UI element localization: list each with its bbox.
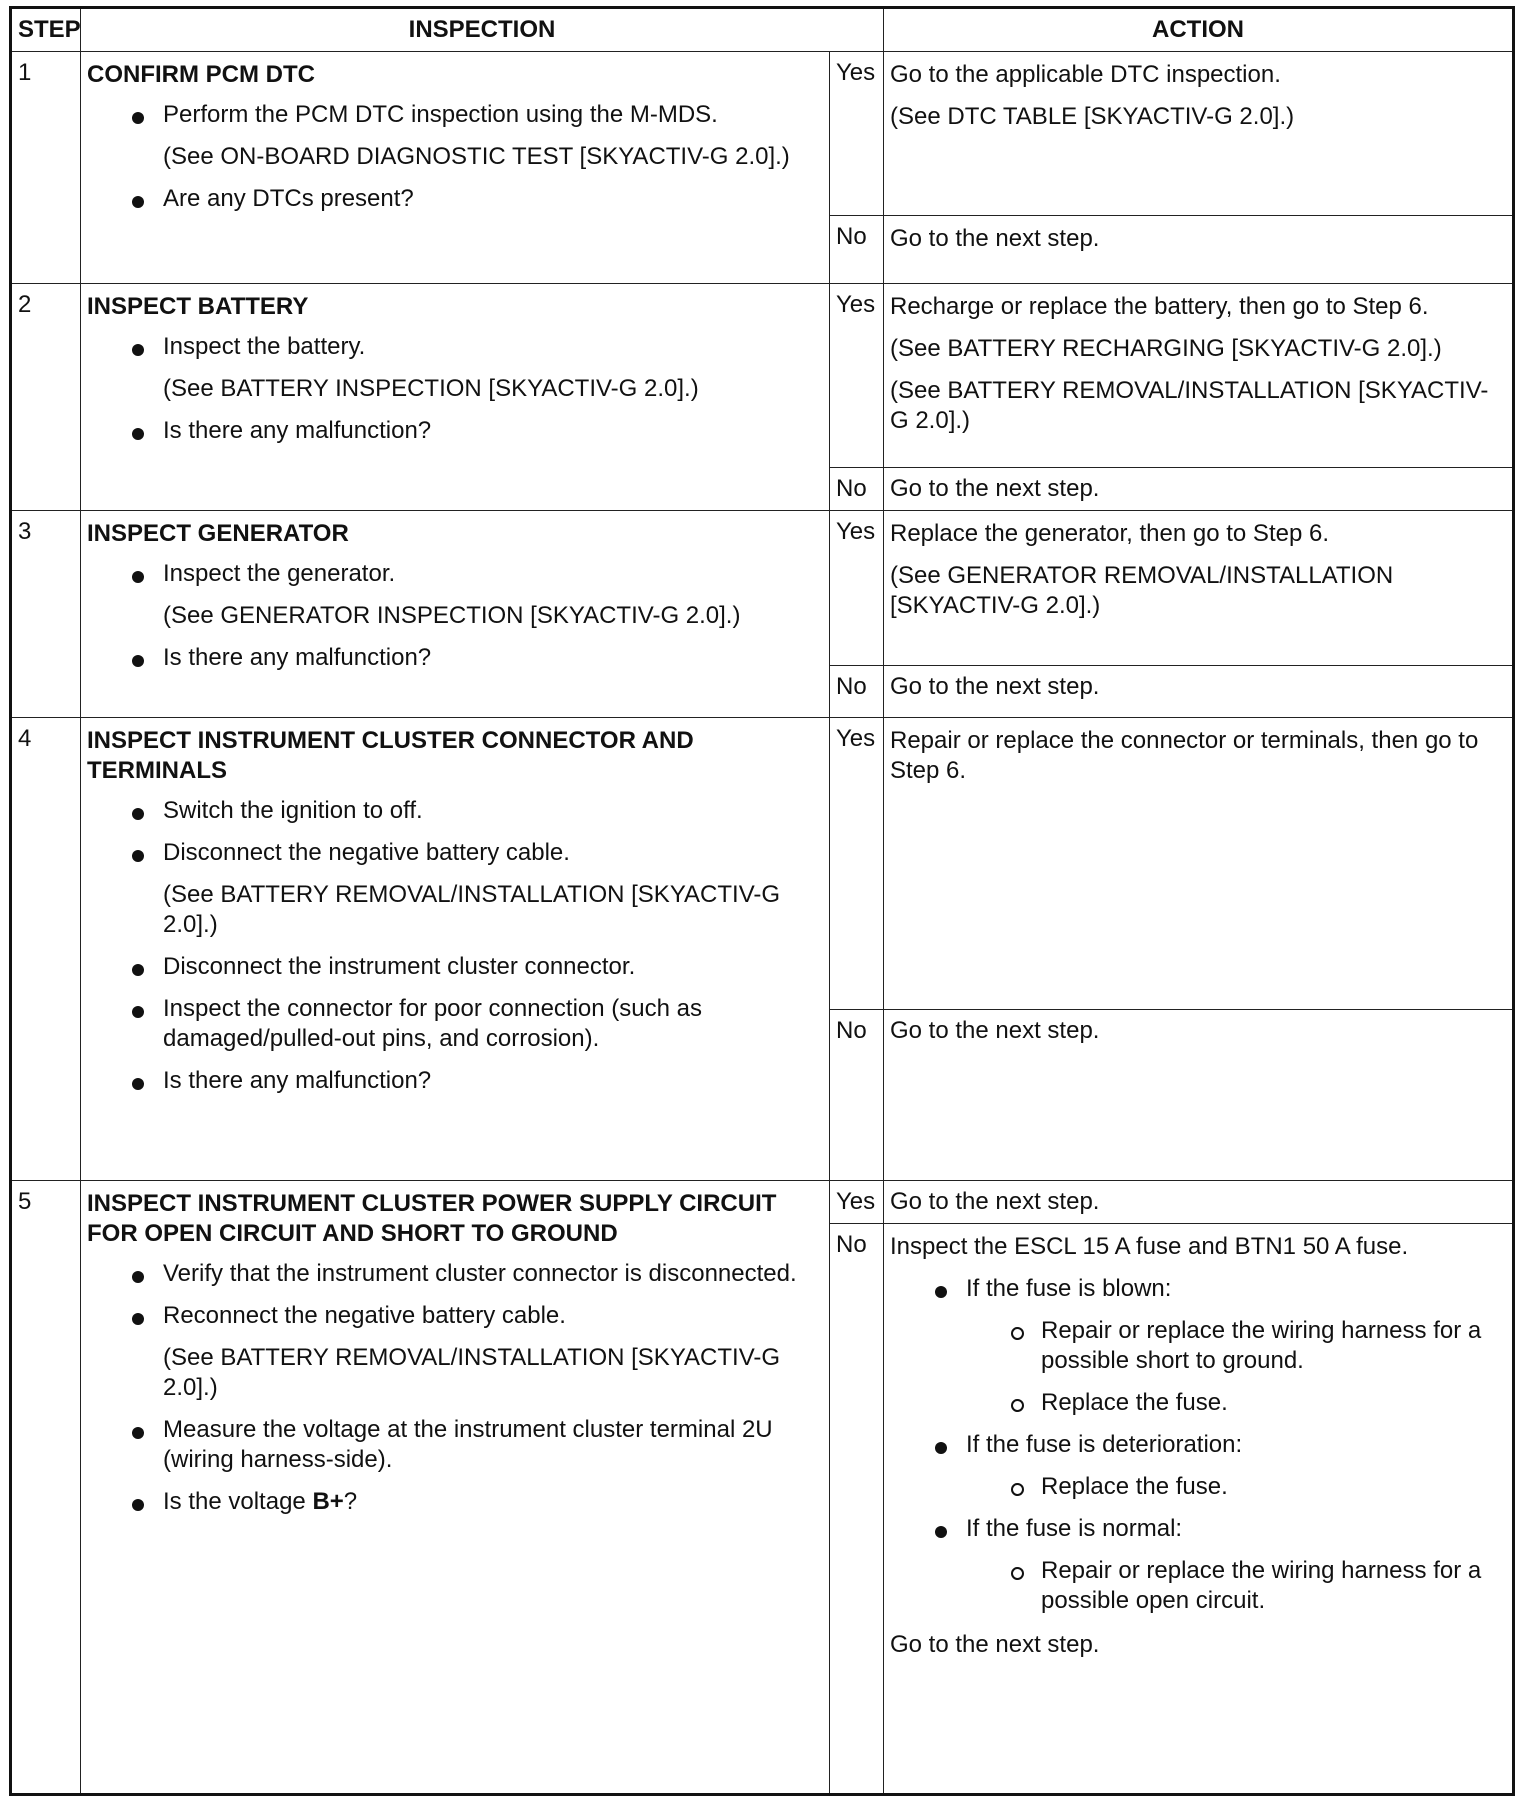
step-number: 4 — [11, 718, 81, 1181]
step-row — [11, 284, 1514, 468]
yes-action-cell — [884, 52, 1514, 216]
condition-sub-item: Repair or replace the wiring harness for a possible open circuit. — [890, 1556, 1506, 1616]
step-number: 1 — [11, 52, 81, 284]
step-row — [11, 511, 1514, 666]
step-number: 2 — [11, 284, 81, 511]
step-title: CONFIRM PCM DTC — [87, 61, 315, 88]
inspection-bullet: Reconnect the negative battery cable. — [87, 1301, 823, 1331]
step-row — [11, 52, 1514, 216]
yes-action-cell — [884, 284, 1514, 468]
inspection-bullet: Are any DTCs present? — [87, 184, 823, 214]
step-row — [11, 718, 1514, 1010]
header-row — [11, 8, 1514, 52]
step-title: INSPECT GENERATOR — [87, 520, 349, 547]
action-text: Go to the next step. — [890, 1188, 1100, 1215]
inspection-bullet: Inspect the battery. — [87, 332, 823, 362]
no-action-cell — [884, 666, 1514, 718]
no-label: No — [830, 1224, 884, 1795]
yes-label: Yes — [830, 284, 884, 468]
action-text: Go to the next step. — [890, 1017, 1100, 1044]
inspection-bullet: Is there any malfunction? — [87, 416, 823, 446]
action-text: Go to the next step. — [890, 475, 1100, 502]
action-text: Go to the applicable DTC inspection. — [890, 61, 1281, 88]
yes-action-cell — [884, 511, 1514, 666]
step-row — [11, 1181, 1514, 1224]
no-label: No — [830, 216, 884, 284]
inspection-note: (See ON-BOARD DIAGNOSTIC TEST [SKYACTIV-G 2.0].) — [163, 143, 790, 170]
action-text: Replace the generator, then go to Step 6. — [890, 520, 1329, 547]
condition-bullet: If the fuse is deterioration: — [890, 1430, 1506, 1460]
inspection-text: Is the voltage — [163, 1488, 313, 1515]
inspection-bullet: Is there any malfunction? — [87, 1066, 823, 1096]
condition-bullet: If the fuse is normal: — [890, 1514, 1506, 1544]
step-number: 5 — [11, 1181, 81, 1795]
inspection-cell — [81, 718, 830, 1181]
inspection-note: (See GENERATOR INSPECTION [SKYACTIV-G 2.0].) — [163, 602, 741, 629]
yes-label: Yes — [830, 511, 884, 666]
condition-sub-item: Repair or replace the wiring harness for a possible short to ground. — [890, 1316, 1506, 1376]
yes-label: Yes — [830, 1181, 884, 1224]
yes-action-cell — [884, 1181, 1514, 1224]
header-step: STEP — [11, 8, 81, 52]
no-label: No — [830, 1010, 884, 1181]
inspection-note: (See BATTERY REMOVAL/INSTALLATION [SKYACTIV-G 2.0].) — [163, 1344, 781, 1401]
step-title: INSPECT INSTRUMENT CLUSTER POWER SUPPLY CIRCUIT FOR OPEN CIRCUIT AND SHORT TO GROUND — [87, 1190, 777, 1247]
header-action: ACTION — [884, 8, 1514, 52]
inspection-bullet: Disconnect the negative battery cable. — [87, 838, 823, 868]
action-text: Go to the next step. — [890, 225, 1100, 252]
action-text: Go to the next step. — [890, 1631, 1100, 1658]
inspection-text: ? — [343, 1488, 358, 1515]
inspection-bullet: Perform the PCM DTC inspection using the M-MDS. — [87, 100, 823, 130]
inspection-bullet: Measure the voltage at the instrument cluster terminal 2U (wiring harness-side). — [87, 1415, 823, 1475]
no-label: No — [830, 468, 884, 511]
inspection-cell — [81, 284, 830, 511]
condition-sub-item: Replace the fuse. — [890, 1472, 1506, 1502]
no-action-cell — [884, 1224, 1514, 1795]
inspection-bullet — [87, 1487, 823, 1517]
action-text: Go to the next step. — [890, 673, 1100, 700]
condition-bullet: If the fuse is blown: — [890, 1274, 1506, 1304]
action-text: Repair or replace the connector or terminals, then go to Step 6. — [890, 727, 1479, 784]
no-action-cell — [884, 1010, 1514, 1181]
action-text: (See DTC TABLE [SKYACTIV-G 2.0].) — [890, 103, 1295, 130]
inspection-bullet: Inspect the generator. — [87, 559, 823, 589]
no-action-cell — [884, 468, 1514, 511]
inspection-bullet: Is there any malfunction? — [87, 643, 823, 673]
action-text: Recharge or replace the battery, then go to Step 6. — [890, 293, 1429, 320]
action-text: (See GENERATOR REMOVAL/INSTALLATION [SKYACTIV-G 2.0].) — [890, 562, 1394, 619]
inspection-cell — [81, 1181, 830, 1795]
condition-sub-item: Replace the fuse. — [890, 1388, 1506, 1418]
yes-label: Yes — [830, 52, 884, 216]
no-label: No — [830, 666, 884, 718]
step-title: INSPECT INSTRUMENT CLUSTER CONNECTOR AND TERMINALS — [87, 727, 694, 784]
inspection-cell — [81, 511, 830, 718]
inspection-bullet: Disconnect the instrument cluster connector. — [87, 952, 823, 982]
inspection-cell — [81, 52, 830, 284]
yes-label: Yes — [830, 718, 884, 1010]
troubleshooting-table — [9, 6, 1515, 1796]
step-number: 3 — [11, 511, 81, 718]
action-text: (See BATTERY RECHARGING [SKYACTIV-G 2.0].) — [890, 335, 1442, 362]
header-inspection: INSPECTION — [81, 8, 884, 52]
inspection-bullet: Verify that the instrument cluster connector is disconnected. — [87, 1259, 823, 1289]
no-action-cell — [884, 216, 1514, 284]
inspection-note: (See BATTERY REMOVAL/INSTALLATION [SKYACTIV-G 2.0].) — [163, 881, 781, 938]
inspection-bullet: Switch the ignition to off. — [87, 796, 823, 826]
voltage-value: B+ — [312, 1488, 344, 1515]
action-text: Inspect the ESCL 15 A fuse and BTN1 50 A fuse. — [890, 1233, 1409, 1260]
action-text: (See BATTERY REMOVAL/INSTALLATION [SKYACTIV-G 2.0].) — [890, 377, 1489, 434]
step-title: INSPECT BATTERY — [87, 293, 309, 320]
yes-action-cell — [884, 718, 1514, 1010]
inspection-bullet: Inspect the connector for poor connection (such as damaged/pulled-out pins, and corrosion). — [87, 994, 823, 1054]
inspection-note: (See BATTERY INSPECTION [SKYACTIV-G 2.0].) — [163, 375, 699, 402]
